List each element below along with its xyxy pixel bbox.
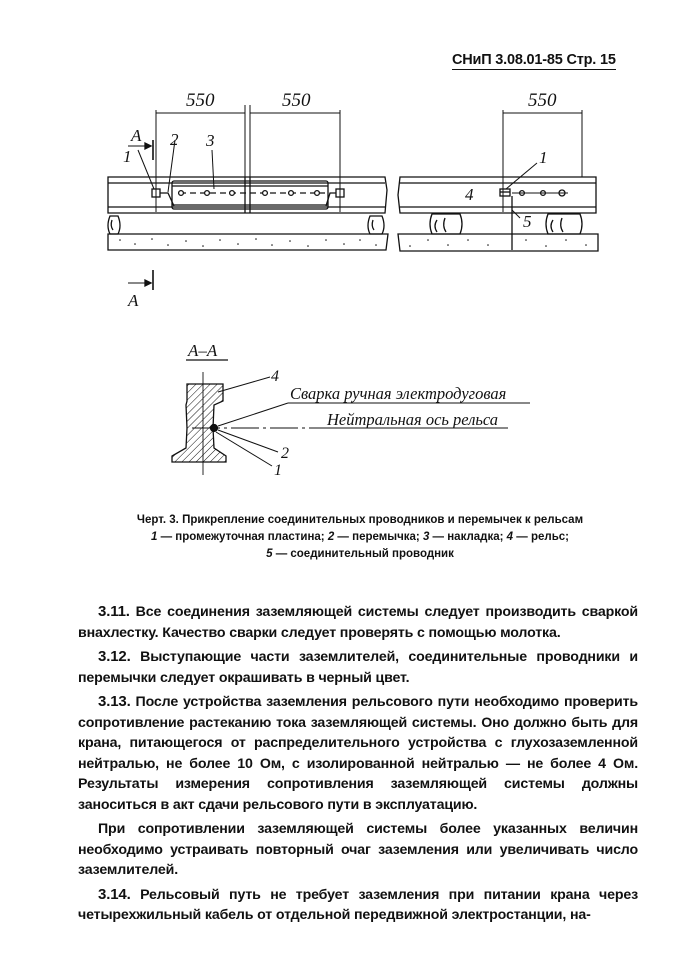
paragraph-text: При сопротивлении заземляющей системы более указанных величин необходимо устраивать повторный очаг заземления или увеличивать число заземлителей. xyxy=(78,821,638,878)
legend-num: 4 xyxy=(506,531,514,543)
callout: 4 xyxy=(271,368,279,385)
paragraph-text: Все соединения заземляющей системы следует производить сваркой внахлестку. Качество сварки следует проверять с помощью молотка. xyxy=(78,604,638,641)
paragraph-3-11 xyxy=(78,602,638,643)
legend-dash: — xyxy=(157,531,176,543)
legend-dash: — xyxy=(429,531,448,543)
caption-legend-line2 xyxy=(60,546,660,563)
dimension-label: 550 xyxy=(186,90,215,111)
body-text xyxy=(78,602,638,930)
legend-text: промежуточная пластина; xyxy=(175,531,325,543)
callout: 1 xyxy=(539,148,548,167)
paragraph-3-13-cont xyxy=(78,819,638,881)
section-mark-top: A xyxy=(131,126,142,145)
legend-num: 2 xyxy=(327,531,335,543)
legend-text: соединительный проводник xyxy=(290,548,454,560)
paragraph-text: Рельсовый путь не требует заземления при питании крана через четырехжильный кабель от отдельной передвижной электростанции, на- xyxy=(78,886,638,923)
paragraph-3-14 xyxy=(78,885,638,926)
caption-title: Черт. 3. Прикрепление соединительных проводников и перемычек к рельсам xyxy=(136,514,584,526)
legend-num: 5 xyxy=(266,548,273,560)
callout: 3 xyxy=(206,131,215,150)
paragraph-text: Выступающие части заземлителей, соединительные проводники и перемычки следует окрашивать в черный цвет. xyxy=(78,649,638,686)
callout: 2 xyxy=(281,445,289,462)
section-mark-bottom: A xyxy=(128,291,139,310)
callout: 5 xyxy=(523,212,532,231)
legend-dash: — xyxy=(513,531,531,543)
callout: 1 xyxy=(274,462,282,479)
callout: 4 xyxy=(465,185,474,204)
clause-number: 3.13. xyxy=(98,693,131,710)
label-weld: Сварка ручная электродуговая xyxy=(290,384,507,403)
figure-caption xyxy=(60,512,660,563)
legend-dash: — xyxy=(334,531,353,543)
caption-legend xyxy=(60,529,660,546)
clause-number: 3.14. xyxy=(98,885,131,903)
legend-text: накладка; xyxy=(447,531,504,543)
dimension-label: 550 xyxy=(528,90,557,111)
paragraph-3-13 xyxy=(78,692,638,815)
paragraph-3-12 xyxy=(78,647,638,688)
legend-num: 3 xyxy=(422,531,430,543)
callout: 1 xyxy=(123,147,132,166)
dimension-label: 550 xyxy=(282,90,311,111)
label-neutral-axis: Нейтральная ось рельса xyxy=(327,410,499,429)
clause-number: 3.11. xyxy=(98,603,130,620)
paragraph-text: После устройства заземления рельсового пути необходимо проверить сопротивление растеканию тока заземляющей системы. Оно должно быть для крана, питающегося от распределительного устройства с глухозаземленной нейтралью, не более 10 Ом, с изолированной нейтралью — не более 4 Ом. Результаты измерения сопротивления заземляющей системы должны заноситься в акт сдачи рельсового пути в эксплуатацию. xyxy=(78,694,638,813)
clause-number: 3.12. xyxy=(98,648,131,665)
callout: 2 xyxy=(170,130,179,149)
legend-text: перемычка; xyxy=(352,531,420,543)
legend-num: 1 xyxy=(150,531,158,543)
page-header: СНиП 3.08.01-85 Стр. 15 xyxy=(452,52,616,68)
section-title: А–А xyxy=(188,341,218,360)
legend-text: рельс; xyxy=(530,531,569,543)
legend-dash: — xyxy=(272,548,291,560)
